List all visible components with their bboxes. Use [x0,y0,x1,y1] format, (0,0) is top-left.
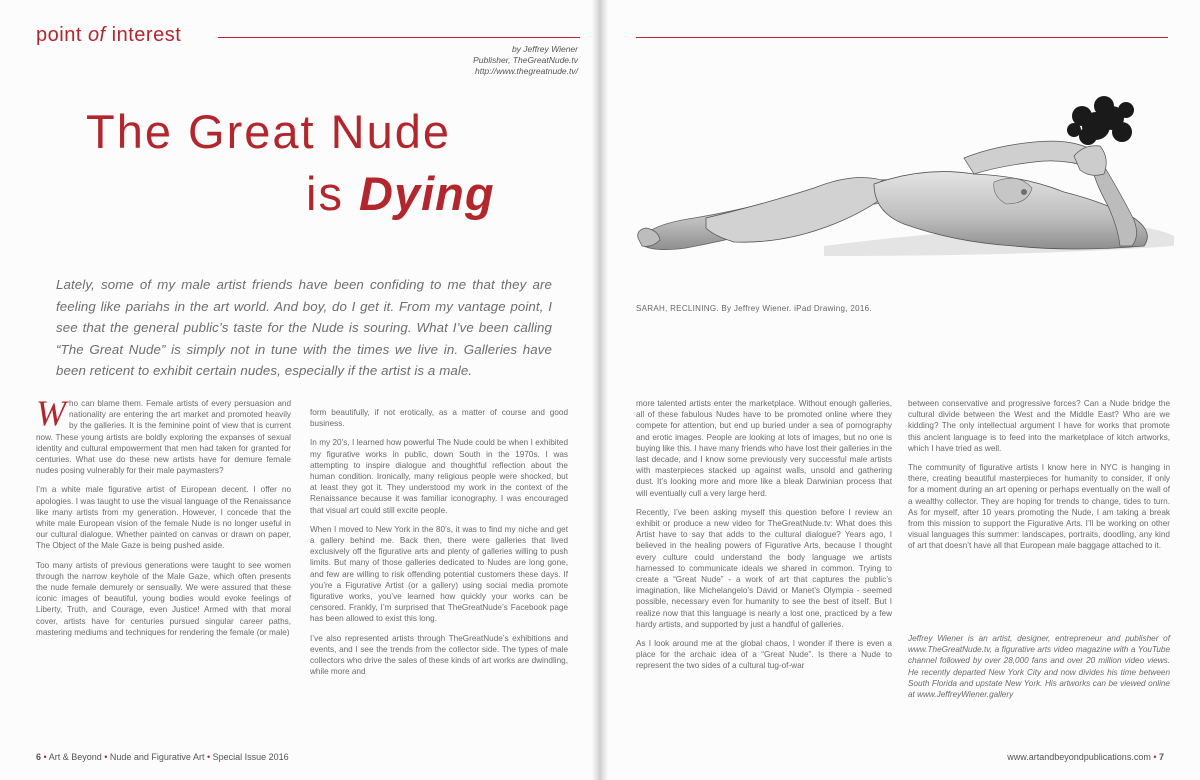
footer-right [1007,752,1164,762]
paragraph: As I look around me at the global chaos, I wonder if there is even a place for the archaic idea of a “Great Nude”. Is there a Nude to represent the two sides of a cultural tug-of-war [636,639,892,671]
byline-author: by Jeffrey Wiener [511,44,578,54]
paragraph-text: ho can blame them. Female artists of every persuasion and nationality are entering the art market and promoted heavily by the galleries. It is the feminine point of view that is current now. These young artists are boldly exploring the expanses of sexual identity and cultural empowerment that men had taken for granted for centuries. What use do these new artists have for demure female nudes posing vulnerably for their male paymasters? [36,399,291,476]
spine-gutter [592,0,608,780]
title-line-1: The Great Nude [86,105,452,158]
footer-issue: Special Issue 2016 [212,752,289,762]
section-label-pre: point [36,24,88,46]
section-label [36,24,181,47]
bullet-icon: • [206,752,213,762]
hair-shape [1067,96,1134,145]
footer-left [36,752,289,762]
header-rule [218,37,580,38]
author-bio: Jeffrey Wiener is an artist, designer, entrepreneur and publisher of www.TheGreatNude.tv, a figurative arts video magazine with a YouTube channel followed by over 28,000 fans and over 20 million video views. He recently departed New York City and now divides his time between South Florida and upstate New York. His artworks can be viewed online at www.JeffreyWiener.gallery [908,634,1170,700]
figure-caption: SARAH, RECLINING. By Jeffrey Wiener. iPad Drawing, 2016. [636,304,872,313]
title-dying: Dying [359,167,495,220]
paragraph: I’m a white male figurative artist of European decent. I offer no apologies. I was taught to use the visual language of the Renaissance like many artists from my generation. However, I concede that the white male European vision of the female Nude is no longer useful in our cultural dialogue. Whether painted on canvas or drawn on paper, The Object of the Male Gaze is being pushed aside. [36,485,291,551]
article-column-4 [908,398,1170,560]
paragraph [36,393,291,476]
section-label-of: of [87,24,106,46]
title-is: is [306,167,359,220]
paragraph: When I moved to New York in the 80’s, it was to find my niche and get a gallery behind me. Back then, there were galleries that lived exclusively off the figurative arts and plenty of galleries willing to push limits. But many of those galleries dedicated to Nudes are long gone, and few are willing to risk offending potential customers these days. If you’re a Figurative Artist (or a gallery) using social media promote figurative works, you’ve learned how quickly your works can be censored. Frankly, I’m surprised that TheGreatNude’s Facebook page has been allowed to exist this long. [310,524,568,624]
bullet-icon: • [104,752,110,762]
byline-url[interactable]: http://www.thegreatnude.tv/ [474,66,578,76]
byline-role: Publisher, TheGreatNude.tv [473,55,578,65]
intro-paragraph: Lately, some of my male artist friends have been confiding to me that they are feeling like pariahs in the art world. And boy, do I get it. From my vantage point, I see that the general public’s taste for the Nude is souring. What I’ve been calling “The Great Nude” is simply not in tune with the times we live in. Galleries have been reticent to exhibit certain nudes, especially if the artist is a male. [56,277,552,378]
left-page [0,0,596,780]
paragraph: Too many artists of previous generations were taught to see women through the narrow keyhole of the Male Gaze, which often presents the nude female demurely or sensually. We were assured that these iconic images of beautiful, young bodies would evoke feelings of Liberty, Truth, and Courage, even Justice! Armed with that moral cover, artists have for centuries pursued singular career paths, mastering mediums and techniques for rendering the female (or male) [36,560,291,637]
right-page [604,0,1200,780]
page-number-left: 6 [36,752,42,762]
article-column-3 [636,398,892,680]
page-number-right: 7 [1158,752,1164,762]
bullet-icon: • [1150,752,1159,762]
paragraph: I’ve also represented artists through TheGreatNude’s exhibitions and events, and I see the trends from the collector side. The types of male collectors who drive the sales of these kinds of art works are dwindling, while more and [310,633,568,677]
byline [473,44,578,77]
drop-cap: W [36,393,66,433]
paragraph: more talented artists enter the marketplace. Without enough galleries, all of these fabulous Nudes have to be promoted online where they compete for attention, but end up buried under a sea of pornography and erotic images. People are looking at lots of images, but no one is buying like this. I have many friends who have lost their galleries in the last decade, and I know some previously very successful male artists with masterpieces stacked up against walls, unsold and gathering dust. It’s looking more and more like a bleak Darwinian process that will eventually cull a very large herd. [636,399,892,498]
footer-publication: Art & Beyond [48,752,102,762]
paragraph: form beautifully, if not erotically, as a matter of course and good business. [310,408,568,429]
reclining-nude-drawing [634,96,1174,286]
paragraph: between conservative and progressive forces? Can a Nude bridge the cultural divide between the West and the Middle East? Who are we kidding? The only intellectual argument I have for works that promote this ancient language is to feed into the marketplace of kitch artworks, which I have tried as well. [908,399,1170,453]
footer-topic: Nude and Figurative Art [109,752,205,762]
section-label-post: interest [105,24,182,46]
paragraph: The community of figurative artists I know here in NYC is hanging in there, creating beautiful masterpieces for humanity to consider, if only for a moment during an art opening or perhaps eventually on the wall of a wealthy collector. They are hoping for trends to change, tides to turn. As for myself, after 10 years promoting the Nude, I am taking a break from this mission to support the Figurative Arts. I’ll be working on other visual languages this summer: landscapes, portraits, doodling, any kind of art that doesn’t have all that European male baggage attached to it. [908,463,1170,551]
footer-url[interactable]: www.artandbeyondpublications.com [1007,752,1151,762]
article-column-2 [310,407,568,685]
paragraph: Recently, I’ve been asking myself this question before I review an exhibit or produce a new video for TheGreatNude.tv: What does this Artist have to say that adds to the cultural dialogue? Years ago, I believed in the healing powers of Figurative Arts, because I thought every culture could understand the body language we artists harnessed to communicate ideals we shared in common. Trying to create a “Great Nude” - a work of art that captures the public’s imagination, like Michelangelo’s David or Manet’s Olympia - seemed possible, necessary even for humanity to see the best of itself. But I realize now that this language is nearly a lost one, practiced by a few hardy artists, and supported by just a handful of galleries. [636,507,892,629]
paragraph: In my 20’s, I learned how powerful The Nude could be when I exhibited my figurative works in public, down South in the 1970s. I was attempting to inspire dialogue and thoughtful reflection about the human condition. Ironically, many religious people were shocked, but at least they got it. They understood my work in the context of the Renaissance because it was familiar iconography. I was encouraged that visual art could still excite people. [310,438,568,515]
title-line-2 [306,166,495,221]
article-column-1 [36,393,291,646]
bullet-icon: • [43,752,49,762]
header-rule [636,37,1168,38]
